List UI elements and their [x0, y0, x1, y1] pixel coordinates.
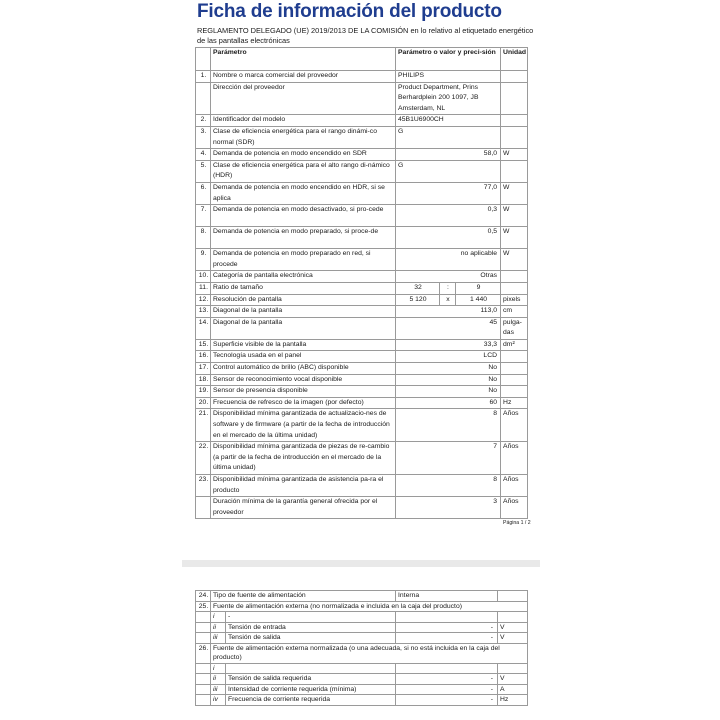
- row-number: 11.: [196, 282, 211, 294]
- row-unit: V: [498, 674, 528, 685]
- row-number: 4.: [196, 149, 211, 161]
- row-value: G: [396, 126, 501, 148]
- row-param: Frecuencia de corriente requerida: [226, 695, 396, 706]
- table-row: [196, 695, 528, 706]
- row-param: Frecuencia de refresco de la imagen (por defecto): [211, 397, 396, 409]
- row-unit: pulga-das: [501, 317, 528, 339]
- page-title: Ficha de información del producto: [197, 1, 502, 22]
- row-number: 18.: [196, 374, 211, 386]
- ratio-b: 9: [456, 282, 501, 294]
- row-param: Diagonal de la pantalla: [211, 306, 396, 318]
- row-number: 15.: [196, 339, 211, 351]
- row-value: -: [396, 622, 498, 633]
- table-row: [196, 591, 528, 602]
- table-row: [196, 397, 528, 409]
- table-row: [196, 282, 528, 294]
- row-number: 19.: [196, 386, 211, 398]
- power-supply-table: [195, 590, 528, 706]
- table-row: [196, 643, 528, 663]
- row-value: -: [396, 684, 498, 695]
- page-1: [190, 0, 535, 535]
- row-unit: [501, 115, 528, 127]
- row-value: 3: [396, 497, 501, 519]
- table-row: [196, 612, 528, 623]
- row-param: Demanda de potencia en modo preparado, si proce-de: [211, 227, 396, 249]
- table-row: [196, 409, 528, 442]
- table-row: [196, 149, 528, 161]
- table-row: [196, 497, 528, 519]
- table-row: [196, 622, 528, 633]
- row-param: Superficie visible de la pantalla: [211, 339, 396, 351]
- row-value: 58,0: [396, 149, 501, 161]
- row-number: 2.: [196, 115, 211, 127]
- row-number: 20.: [196, 397, 211, 409]
- row-param: Sensor de presencia disponible: [211, 386, 396, 398]
- row-value: [396, 663, 498, 674]
- row-spacer: [196, 633, 211, 644]
- row-spacer: [196, 684, 211, 695]
- row-subnumber: iii: [211, 633, 226, 644]
- row-unit: [498, 591, 528, 602]
- row-param: Categoría de pantalla electrónica: [211, 271, 396, 283]
- product-info-table: [195, 47, 528, 519]
- row-unit: [501, 160, 528, 182]
- row-value: 113,0: [396, 306, 501, 318]
- row-param: Tecnología usada en el panel: [211, 351, 396, 363]
- table-row: [196, 271, 528, 283]
- row-number: 14.: [196, 317, 211, 339]
- row-param: Tensión de salida: [226, 633, 396, 644]
- row-param: -: [226, 612, 396, 623]
- row-unit: [501, 363, 528, 375]
- row-number: 25.: [196, 601, 211, 612]
- row-unit: [498, 612, 528, 623]
- table-header-row: [196, 48, 528, 71]
- row-value: 0,5: [396, 227, 501, 249]
- row-subnumber: i: [211, 612, 226, 623]
- row-param: Identificador del modelo: [211, 115, 396, 127]
- row-param: Resolución de pantalla: [211, 294, 396, 306]
- row-unit: [501, 282, 528, 294]
- table-row: [196, 339, 528, 351]
- row-number: 23.: [196, 475, 211, 497]
- row-value: -: [396, 695, 498, 706]
- row-number: [196, 82, 211, 115]
- row-unit: [501, 386, 528, 398]
- resolution-a: 5 120: [396, 294, 440, 306]
- page-number: Página 1 / 2: [503, 520, 531, 526]
- row-value: G: [396, 160, 501, 182]
- row-param: Dirección del proveedor: [211, 82, 396, 115]
- row-param: Tensión de salida requerida: [226, 674, 396, 685]
- row-unit: W: [501, 249, 528, 271]
- row-unit: [501, 71, 528, 83]
- row-param: Fuente de alimentación externa normalizada (o una adecuada, si no está incluida en la caja del producto): [211, 643, 528, 663]
- row-number: 5.: [196, 160, 211, 182]
- table-row: [196, 306, 528, 318]
- row-spacer: [196, 622, 211, 633]
- row-value: 8: [396, 409, 501, 442]
- table-row: [196, 475, 528, 497]
- row-unit: [498, 663, 528, 674]
- row-value: 45B1U6900CH: [396, 115, 501, 127]
- row-param: Duración mínima de la garantía general ofrecida por el proveedor: [211, 497, 396, 519]
- table-row: [196, 674, 528, 685]
- row-spacer: [196, 674, 211, 685]
- row-unit: Años: [501, 409, 528, 442]
- row-subnumber: iv: [211, 695, 226, 706]
- row-unit: cm: [501, 306, 528, 318]
- row-unit: A: [498, 684, 528, 695]
- row-param: Demanda de potencia en modo preparado en red, si procede: [211, 249, 396, 271]
- page-separator: [182, 560, 540, 567]
- row-unit: pixels: [501, 294, 528, 306]
- table-row: [196, 71, 528, 83]
- row-spacer: [196, 663, 211, 674]
- page-2: [190, 588, 535, 720]
- row-param: Ratio de tamaño: [211, 282, 396, 294]
- row-unit: [501, 126, 528, 148]
- row-subnumber: ii: [211, 674, 226, 685]
- table-row: [196, 601, 528, 612]
- row-number: 24.: [196, 591, 211, 602]
- row-param: Demanda de potencia en modo encendido en HDR, si se aplica: [211, 182, 396, 204]
- row-value: 60: [396, 397, 501, 409]
- row-number: 12.: [196, 294, 211, 306]
- row-param: Clase de eficiencia energética para el rango dinámi-co normal (SDR): [211, 126, 396, 148]
- row-value: Product Department, Prins Berhardplein 200 1097, JB Amsterdam, NL: [396, 82, 501, 115]
- row-number: [196, 497, 211, 519]
- row-number: 7.: [196, 205, 211, 227]
- table-row: [196, 82, 528, 115]
- row-number: 13.: [196, 306, 211, 318]
- row-unit: [501, 82, 528, 115]
- header-param: Parámetro: [211, 48, 396, 71]
- table-row: [196, 317, 528, 339]
- row-number: 6.: [196, 182, 211, 204]
- ratio-sep: :: [440, 282, 456, 294]
- row-unit: [501, 351, 528, 363]
- row-number: 16.: [196, 351, 211, 363]
- header-value: Parámetro o valor y preci-sión: [396, 48, 501, 71]
- row-subnumber: iii: [211, 684, 226, 695]
- row-number: 1.: [196, 71, 211, 83]
- regulation-subtitle: REGLAMENTO DELEGADO (UE) 2019/2013 DE LA COMISIÓN en lo relativo al etiquetado energético de las pantallas electrónicas: [197, 26, 534, 45]
- row-number: 17.: [196, 363, 211, 375]
- row-param: Nombre o marca comercial del proveedor: [211, 71, 396, 83]
- row-spacer: [196, 612, 211, 623]
- table-row: [196, 227, 528, 249]
- table-row: [196, 249, 528, 271]
- row-unit: Años: [501, 497, 528, 519]
- table-row: [196, 386, 528, 398]
- row-unit: V: [498, 633, 528, 644]
- table-row: [196, 294, 528, 306]
- row-unit: [501, 374, 528, 386]
- row-param: Clase de eficiencia energética para el alto rango di-námico (HDR): [211, 160, 396, 182]
- row-number: 8.: [196, 227, 211, 249]
- row-param: Disponibilidad mínima garantizada de asistencia pa-ra el producto: [211, 475, 396, 497]
- row-unit: W: [501, 227, 528, 249]
- table-row: [196, 205, 528, 227]
- table-row: [196, 374, 528, 386]
- table-row: [196, 442, 528, 475]
- row-spacer: [196, 695, 211, 706]
- row-value: No: [396, 374, 501, 386]
- row-param: Disponibilidad mínima garantizada de actualizacio-nes de software y de firmware (a partir de la fecha de introducción en el mercado de la última unidad): [211, 409, 396, 442]
- table-row: [196, 351, 528, 363]
- table-row: [196, 126, 528, 148]
- row-value: 45: [396, 317, 501, 339]
- row-value: -: [396, 674, 498, 685]
- row-value: No: [396, 363, 501, 375]
- row-param: Demanda de potencia en modo desactivado, si pro-cede: [211, 205, 396, 227]
- row-param: Intensidad de corriente requerida (mínima): [226, 684, 396, 695]
- header-num-cell: [196, 48, 211, 71]
- row-param: [226, 663, 396, 674]
- row-unit: Años: [501, 475, 528, 497]
- header-unit: Unidad: [501, 48, 528, 71]
- resolution-b: 1 440: [456, 294, 501, 306]
- row-value: no aplicable: [396, 249, 501, 271]
- table-row: [196, 115, 528, 127]
- row-param: Diagonal de la pantalla: [211, 317, 396, 339]
- row-unit: [501, 271, 528, 283]
- resolution-sep: x: [440, 294, 456, 306]
- row-param: Fuente de alimentación externa (no normalizada e incluida en la caja del producto): [211, 601, 528, 612]
- row-param: Tensión de entrada: [226, 622, 396, 633]
- row-value: Interna: [396, 591, 498, 602]
- row-number: 26.: [196, 643, 211, 663]
- row-param: Disponibilidad mínima garantizada de piezas de re-cambio (a partir de la fecha de introducción en el mercado de la última unidad): [211, 442, 396, 475]
- row-number: 21.: [196, 409, 211, 442]
- row-number: 22.: [196, 442, 211, 475]
- row-value: [396, 612, 498, 623]
- row-unit: W: [501, 149, 528, 161]
- row-unit: dm²: [501, 339, 528, 351]
- table-row: [196, 684, 528, 695]
- row-unit: W: [501, 205, 528, 227]
- row-value: 7: [396, 442, 501, 475]
- row-value: 33,3: [396, 339, 501, 351]
- table-row: [196, 633, 528, 644]
- row-value: No: [396, 386, 501, 398]
- row-value: 8: [396, 475, 501, 497]
- row-value: Otras: [396, 271, 501, 283]
- row-value: PHILIPS: [396, 71, 501, 83]
- row-param: Tipo de fuente de alimentación: [211, 591, 396, 602]
- row-subnumber: i: [211, 663, 226, 674]
- row-unit: Años: [501, 442, 528, 475]
- row-number: 10.: [196, 271, 211, 283]
- row-number: 9.: [196, 249, 211, 271]
- row-unit: Hz: [498, 695, 528, 706]
- row-unit: W: [501, 182, 528, 204]
- row-subnumber: ii: [211, 622, 226, 633]
- row-unit: Hz: [501, 397, 528, 409]
- row-param: Sensor de reconocimiento vocal disponible: [211, 374, 396, 386]
- row-param: Control automático de brillo (ABC) disponible: [211, 363, 396, 375]
- table-row: [196, 182, 528, 204]
- table-row: [196, 363, 528, 375]
- table-row: [196, 663, 528, 674]
- row-value: 77,0: [396, 182, 501, 204]
- ratio-a: 32: [396, 282, 440, 294]
- row-value: -: [396, 633, 498, 644]
- row-unit: V: [498, 622, 528, 633]
- row-param: Demanda de potencia en modo encendido en SDR: [211, 149, 396, 161]
- table-row: [196, 160, 528, 182]
- row-number: 3.: [196, 126, 211, 148]
- row-value: LCD: [396, 351, 501, 363]
- row-value: 0,3: [396, 205, 501, 227]
